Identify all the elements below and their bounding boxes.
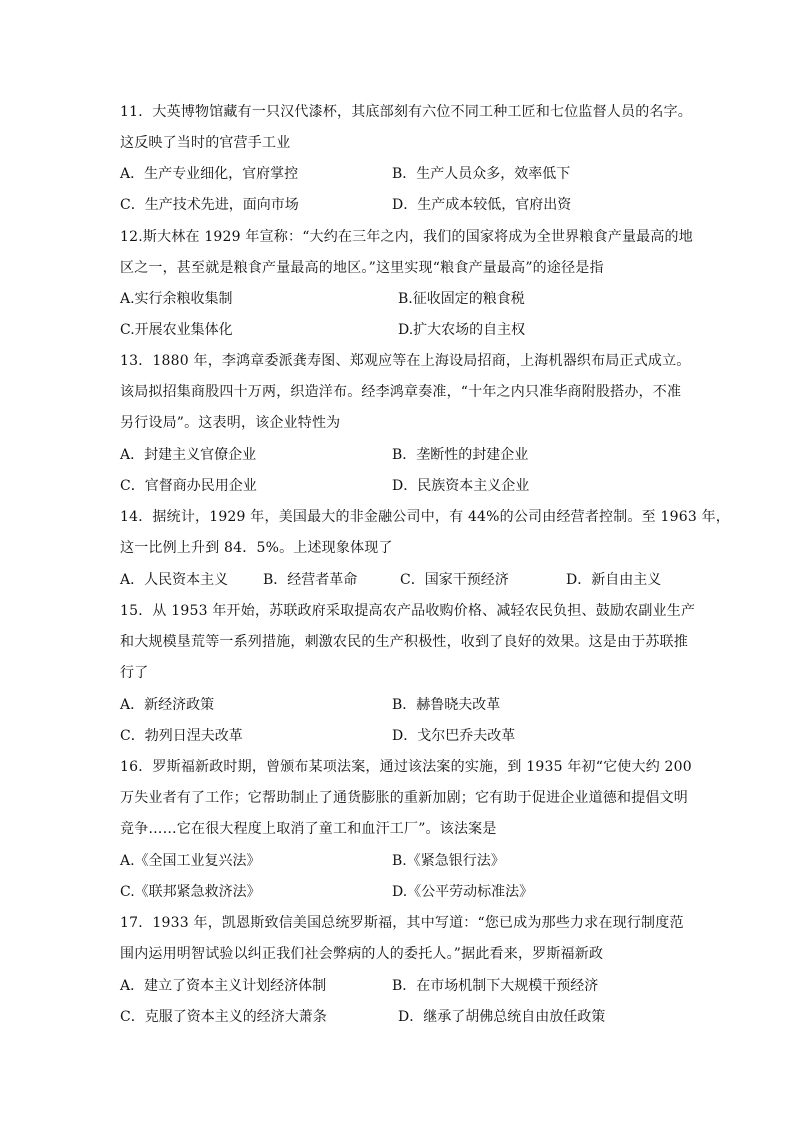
question-17-stem-line-2: 围内运用明智试验以纠正我们社会弊病的人的委托人。”据此看来，罗斯福新政 xyxy=(120,946,604,962)
question-15-stem-line-2: 和大规模垦荒等一系列措施，刺激农民的生产积极性，收到了良好的效果。这是由于苏联推 xyxy=(120,634,688,650)
question-12-option-d[interactable]: D.扩大农场的自主权 xyxy=(398,322,526,338)
question-16-option-c[interactable]: C.《联邦紧急救济法》 xyxy=(120,884,261,900)
question-14-option-a[interactable]: A．人民资本主义 xyxy=(120,572,229,588)
question-12-stem-line-1: 12.斯大林在 1929 年宣称：“大约在三年之内，我们的国家将成为全世界粮食产量最高的地 xyxy=(120,229,693,245)
question-11-option-d[interactable]: D．生产成本较低，官府出资 xyxy=(392,197,572,213)
question-11-option-c[interactable]: C．生产技术先进，面向市场 xyxy=(120,197,299,213)
question-12-option-b[interactable]: B.征收固定的粮食税 xyxy=(398,291,525,307)
question-16-stem-line-1: 16．罗斯福新政时期，曾颁布某项法案，通过该法案的实施，到 1935 年初“它使大约 200 xyxy=(120,759,692,775)
question-17-option-c[interactable]: C．克服了资本主义的经济大萧条 xyxy=(120,1009,327,1025)
question-15-stem-line-3: 行了 xyxy=(120,665,149,681)
question-14-option-d[interactable]: D．新自由主义 xyxy=(566,572,662,588)
question-13-stem-line-3: 另行设局”。这表明，该企业特性为 xyxy=(120,415,341,431)
question-14-option-b[interactable]: B．经营者革命 xyxy=(263,572,358,588)
question-15-option-b[interactable]: B．赫鲁晓夫改革 xyxy=(392,697,501,713)
question-11-stem-line-2: 这反映了当时的官营手工业 xyxy=(120,135,291,151)
question-13-stem-line-2: 该局拟招集商股四十万两，织造洋布。经李鸿章奏准，“十年之内只准华商附股搭办，不准 xyxy=(120,384,682,400)
question-16-option-d[interactable]: D.《公平劳动标准法》 xyxy=(392,884,534,900)
question-14-option-c[interactable]: C．国家干预经济 xyxy=(400,572,509,588)
question-13-option-c[interactable]: C．官督商办民用企业 xyxy=(120,478,257,494)
question-14-stem-line-1: 14．据统计，1929 年，美国最大的非金融公司中，有 44%的公司由经营者控制。至 1963 年， xyxy=(120,509,730,525)
question-14-stem-line-2: 这一比例上升到 84．5%。上述现象体现了 xyxy=(120,540,393,556)
question-17-option-d[interactable]: D．继承了胡佛总统自由放任政策 xyxy=(398,1009,606,1025)
question-15-stem-line-1: 15．从 1953 年开始，苏联政府采取提高农产品收购价格、减轻农民负担、鼓励农副业生产 xyxy=(120,603,696,619)
question-16-stem-line-2: 万失业者有了工作；它帮助制止了通货膨胀的重新加剧；它有助于促进企业道德和提倡文明 xyxy=(120,790,688,806)
question-11-option-b[interactable]: B．生产人员众多，效率低下 xyxy=(392,166,571,182)
question-15-option-d[interactable]: D．戈尔巴乔夫改革 xyxy=(392,728,516,744)
question-17-option-a[interactable]: A．建立了资本主义计划经济体制 xyxy=(120,978,327,994)
question-16-stem-line-3: 竞争……它在很大程度上取消了童工和血汗工厂”。该法案是 xyxy=(120,821,497,837)
question-16-option-a[interactable]: A.《全国工业复兴法》 xyxy=(120,853,261,869)
question-13-stem-line-1: 13．1880 年，李鸿章委派龚寿图、郑观应等在上海设局招商，上海机器织布局正式成立。 xyxy=(120,353,691,369)
question-13-option-b[interactable]: B．垄断性的封建企业 xyxy=(392,447,529,463)
question-12-option-c[interactable]: C.开展农业集体化 xyxy=(120,322,233,338)
question-11-option-a[interactable]: A．生产专业细化，官府掌控 xyxy=(120,166,299,182)
question-11-stem-line-1: 11．大英博物馆藏有一只汉代漆杯，其底部刻有六位不同工种工匠和七位监督人员的名字。 xyxy=(120,104,693,120)
question-15-option-c[interactable]: C．勃列日涅夫改革 xyxy=(120,728,243,744)
question-16-option-b[interactable]: B.《紧急银行法》 xyxy=(392,853,505,869)
question-17-stem-line-1: 17．1933 年，凯恩斯致信美国总统罗斯福，其中写道：“您已成为那些力求在现行制度范 xyxy=(120,915,684,931)
question-17-option-b[interactable]: B．在市场机制下大规模干预经济 xyxy=(392,978,599,994)
question-12-stem-line-2: 区之一，甚至就是粮食产量最高的地区。”这里实现“粮食产量最高”的途径是指 xyxy=(120,260,604,276)
question-13-option-a[interactable]: A．封建主义官僚企业 xyxy=(120,447,257,463)
question-13-option-d[interactable]: D．民族资本主义企业 xyxy=(392,478,530,494)
question-15-option-a[interactable]: A．新经济政策 xyxy=(120,697,215,713)
question-12-option-a[interactable]: A.实行余粮收集制 xyxy=(120,291,233,307)
